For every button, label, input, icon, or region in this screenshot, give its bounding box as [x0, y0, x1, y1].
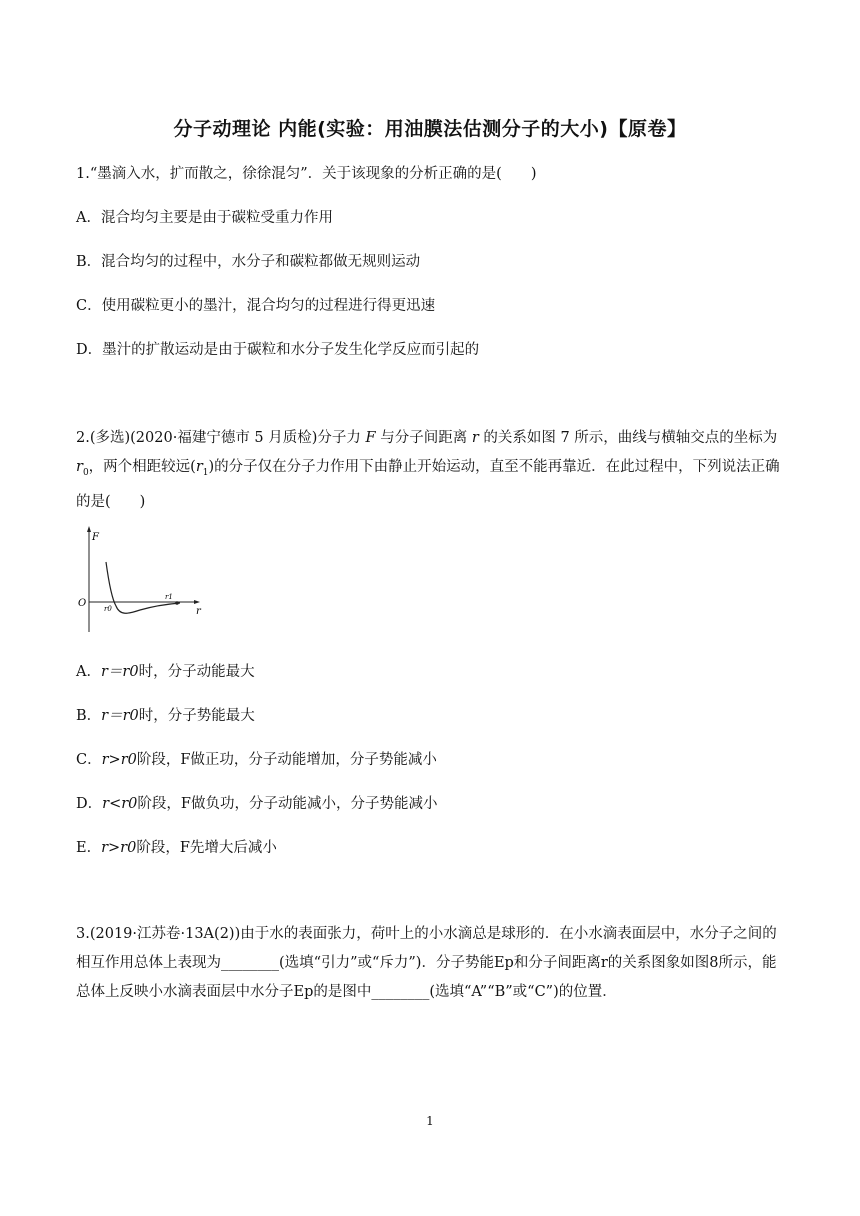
q2-option-b: B．r＝r0时，分子势能最大 [76, 708, 255, 724]
r1-label: r1 [165, 593, 173, 601]
q1-option-a: A．混合均匀主要是由于碳粒受重力作用 [76, 210, 333, 226]
page-title: 分子动理论 内能(实验：用油膜法估测分子的大小)【原卷】 [173, 118, 687, 140]
y-axis-label: F [92, 532, 99, 543]
r1-point [175, 601, 179, 605]
q2-option-e: E．r>r0阶段，F先增大后减小 [76, 840, 277, 856]
q2-option-c: C．r>r0阶段，F做正功，分子动能增加，分子势能减小 [76, 752, 437, 768]
q3-stem: 3.(2019·江苏卷·13A(2))由于水的表面张力，荷叶上的小水滴总是球形的．在小水滴表面层中，水分子之间的相互作用总体上表现为________(选填“引力”或“斥力”)．分子势能Ep和分子间距离r的关系图象如图8所示，能总体上反映小水滴表面层中水分子Ep的是图中________(选填“A”“B”或“C”)的位置． [76, 926, 777, 1000]
r0-label: r0 [104, 605, 112, 613]
q1-option-b: B．混合均匀的过程中，水分子和碳粒都做无规则运动 [76, 254, 421, 270]
force-distance-graph [76, 524, 206, 636]
q1-option-d: D．墨汁的扩散运动是由于碳粒和水分子发生化学反应而引起的 [76, 342, 480, 358]
x-axis-arrow [194, 600, 200, 604]
q2-option-d: D．r<r0阶段，F做负功，分子动能减小，分子势能减小 [76, 796, 438, 812]
q2-option-a: A．r＝r0时，分子动能最大 [76, 664, 255, 680]
page-number: 1 [426, 1114, 434, 1128]
q1-option-c: C．使用碳粒更小的墨汁，混合均匀的过程进行得更迅速 [76, 298, 436, 314]
y-axis-arrow [87, 526, 91, 532]
x-axis-label: r [196, 606, 201, 617]
q1-stem: 1.“墨滴入水，扩而散之，徐徐混匀”．关于该现象的分析正确的是( ) [76, 166, 537, 182]
origin-label: O [78, 598, 87, 609]
q2-stem: 2.(多选)(2020·福建宁德市 5 月质检)分子力 F 与分子间距离 r 的关系如图 7 所示，曲线与横轴交点的坐标为 $r_0$，两个相距较远$(r_1)$的分子仅在分子力作用下由静止开始运动，直至不能再靠近．在此过程中，下列说法正确的是( ) [76, 430, 780, 510]
force-curve [106, 562, 180, 613]
